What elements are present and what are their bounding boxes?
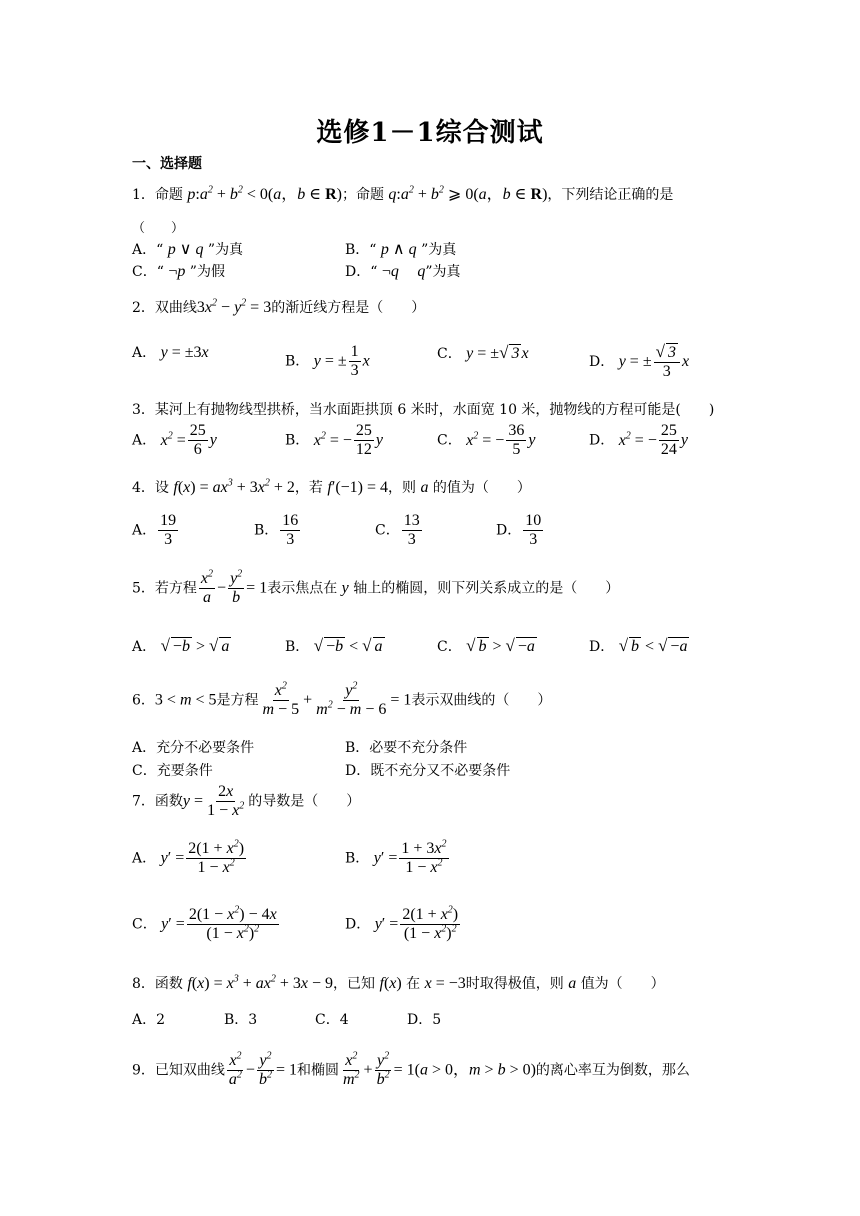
- q8-option-a: A．2: [132, 1012, 166, 1028]
- question-4: 4．设 $f(x) = ax^3 + 3x^2 + 2$，若 f′(−1) = 4，则 a 的值为（ ）: [132, 477, 531, 496]
- q1-option-c: C．“ ¬p ”为假: [132, 263, 225, 280]
- section-heading: 一、选择题: [132, 156, 202, 172]
- q5-option-c: C． √ b > √ −a: [437, 636, 535, 655]
- q8-option-c: C．4: [315, 1012, 349, 1028]
- q4-option-a: A． $\frac{19}{3}$: [132, 512, 177, 548]
- q7-option-a: A． y′ = $\frac{2(1 + x^2)}{1 - x^2}$: [132, 838, 245, 876]
- q7-option-c: C． y′ = $\frac{2(1 - x^2) - 4x}{(1 - x^2)^2}$: [132, 904, 277, 942]
- question-1-paren: （ ）: [132, 221, 185, 236]
- q4-option-d: D． $\frac{10}{3}$: [496, 512, 542, 548]
- q3-option-c: C． $x^2$ = − $\frac{36}{5}$ y: [437, 422, 536, 458]
- q3-option-d: D． $x^2$ = − $\frac{25}{24}$ y: [589, 422, 688, 458]
- q7-option-d: D． y′ = $\frac{2(1 + x^2)}{(1 - x^2)^2}$: [345, 904, 459, 942]
- q4-option-c: C． $\frac{13}{3}$: [375, 512, 420, 548]
- question-2: 2．双曲线$3x^2 - y^2 = 3$的渐近线方程是（ ）: [132, 297, 426, 316]
- question-8: 8．函数 $f(x) = x^3 + ax^2 + 3x - 9$，已知 f(x) 在 x = −3时取得极值，则 a 值为（ ）: [132, 973, 665, 992]
- q2-option-c: C． y = ±√ 3 x: [437, 343, 529, 362]
- q1-option-a: A．“ p ∨ q ”为真: [132, 241, 244, 258]
- q8-option-b: B．3: [224, 1012, 258, 1028]
- q6-option-a: A．充分不必要条件: [132, 740, 255, 756]
- q3-option-a: A． $x^2$ = $\frac{25}{6}$ y: [132, 422, 217, 458]
- q5-option-d: D． √ b < √ −a: [589, 636, 688, 655]
- q5-option-b: B． √ −b < √ a: [285, 636, 383, 655]
- q1-option-b: B．“ p ∧ q ”为真: [345, 241, 457, 258]
- page-title: 选修1－1综合测试: [316, 118, 544, 148]
- q6-option-c: C．充要条件: [132, 763, 213, 779]
- q5-option-a: A． √ −b > √ a: [132, 636, 230, 655]
- question-7: 7．函数y = $\frac{2x}{1 - x^2}$ 的导数是（ ）: [132, 783, 361, 819]
- q2-option-d: D． y = ± $\frac{√ 3}{3}$ x: [589, 342, 690, 380]
- question-6: 6．3 < m < 5是方程 $\frac{x^2}{m - 5}$ + $\frac{y^2}{m^2 - m - 6}$ = 1表示双曲线的（ ）: [132, 680, 552, 718]
- question-5: 5．若方程 $\frac{x^2}{a}$ − $\frac{y^2}{b}$ = 1表示焦点在 y 轴上的椭圆，则下列关系成立的是（ ）: [132, 568, 620, 606]
- question-3: 3．某河上有抛物线型拱桥，当水面距拱顶 6 米时，水面宽 10 米，抛物线的方程可能是( ): [132, 402, 715, 418]
- q6-option-b: B．必要不充分条件: [345, 740, 468, 756]
- q4-option-b: B． $\frac{16}{3}$: [254, 512, 299, 548]
- q2-option-b: B． y = ± $\frac{1}{3}$ x: [285, 343, 370, 379]
- q3-option-b: B． $x^2$ = − $\frac{25}{12}$ y: [285, 422, 384, 458]
- q2-option-a: A． y = ±3x: [132, 344, 209, 361]
- q6-option-d: D．既不充分又不必要条件: [345, 763, 511, 779]
- question-9: 9．已知双曲线 $\frac{x^2}{a^2}$ − $\frac{y^2}{b^2}$ = 1和椭圆 $\frac{x^2}{m^2}$ + $\frac{y^2}{b^2}$ = 1(a > 0，m > b > 0)的离心率互为倒数，那么: [132, 1050, 690, 1088]
- question-1: 1．命题 $p:a^2 + b^2 < 0(a$，b ∈ R)；命题 $q:a^2 + b^2$ ⩾ 0(a，b ∈ R)，下列结论正确的是: [132, 184, 674, 203]
- q8-option-d: D．5: [407, 1012, 442, 1028]
- q1-option-d: D．“ ¬q q”为真: [345, 263, 461, 280]
- q7-option-b: B． y′ = $\frac{1 + 3x^2}{1 - x^2}$: [345, 838, 447, 876]
